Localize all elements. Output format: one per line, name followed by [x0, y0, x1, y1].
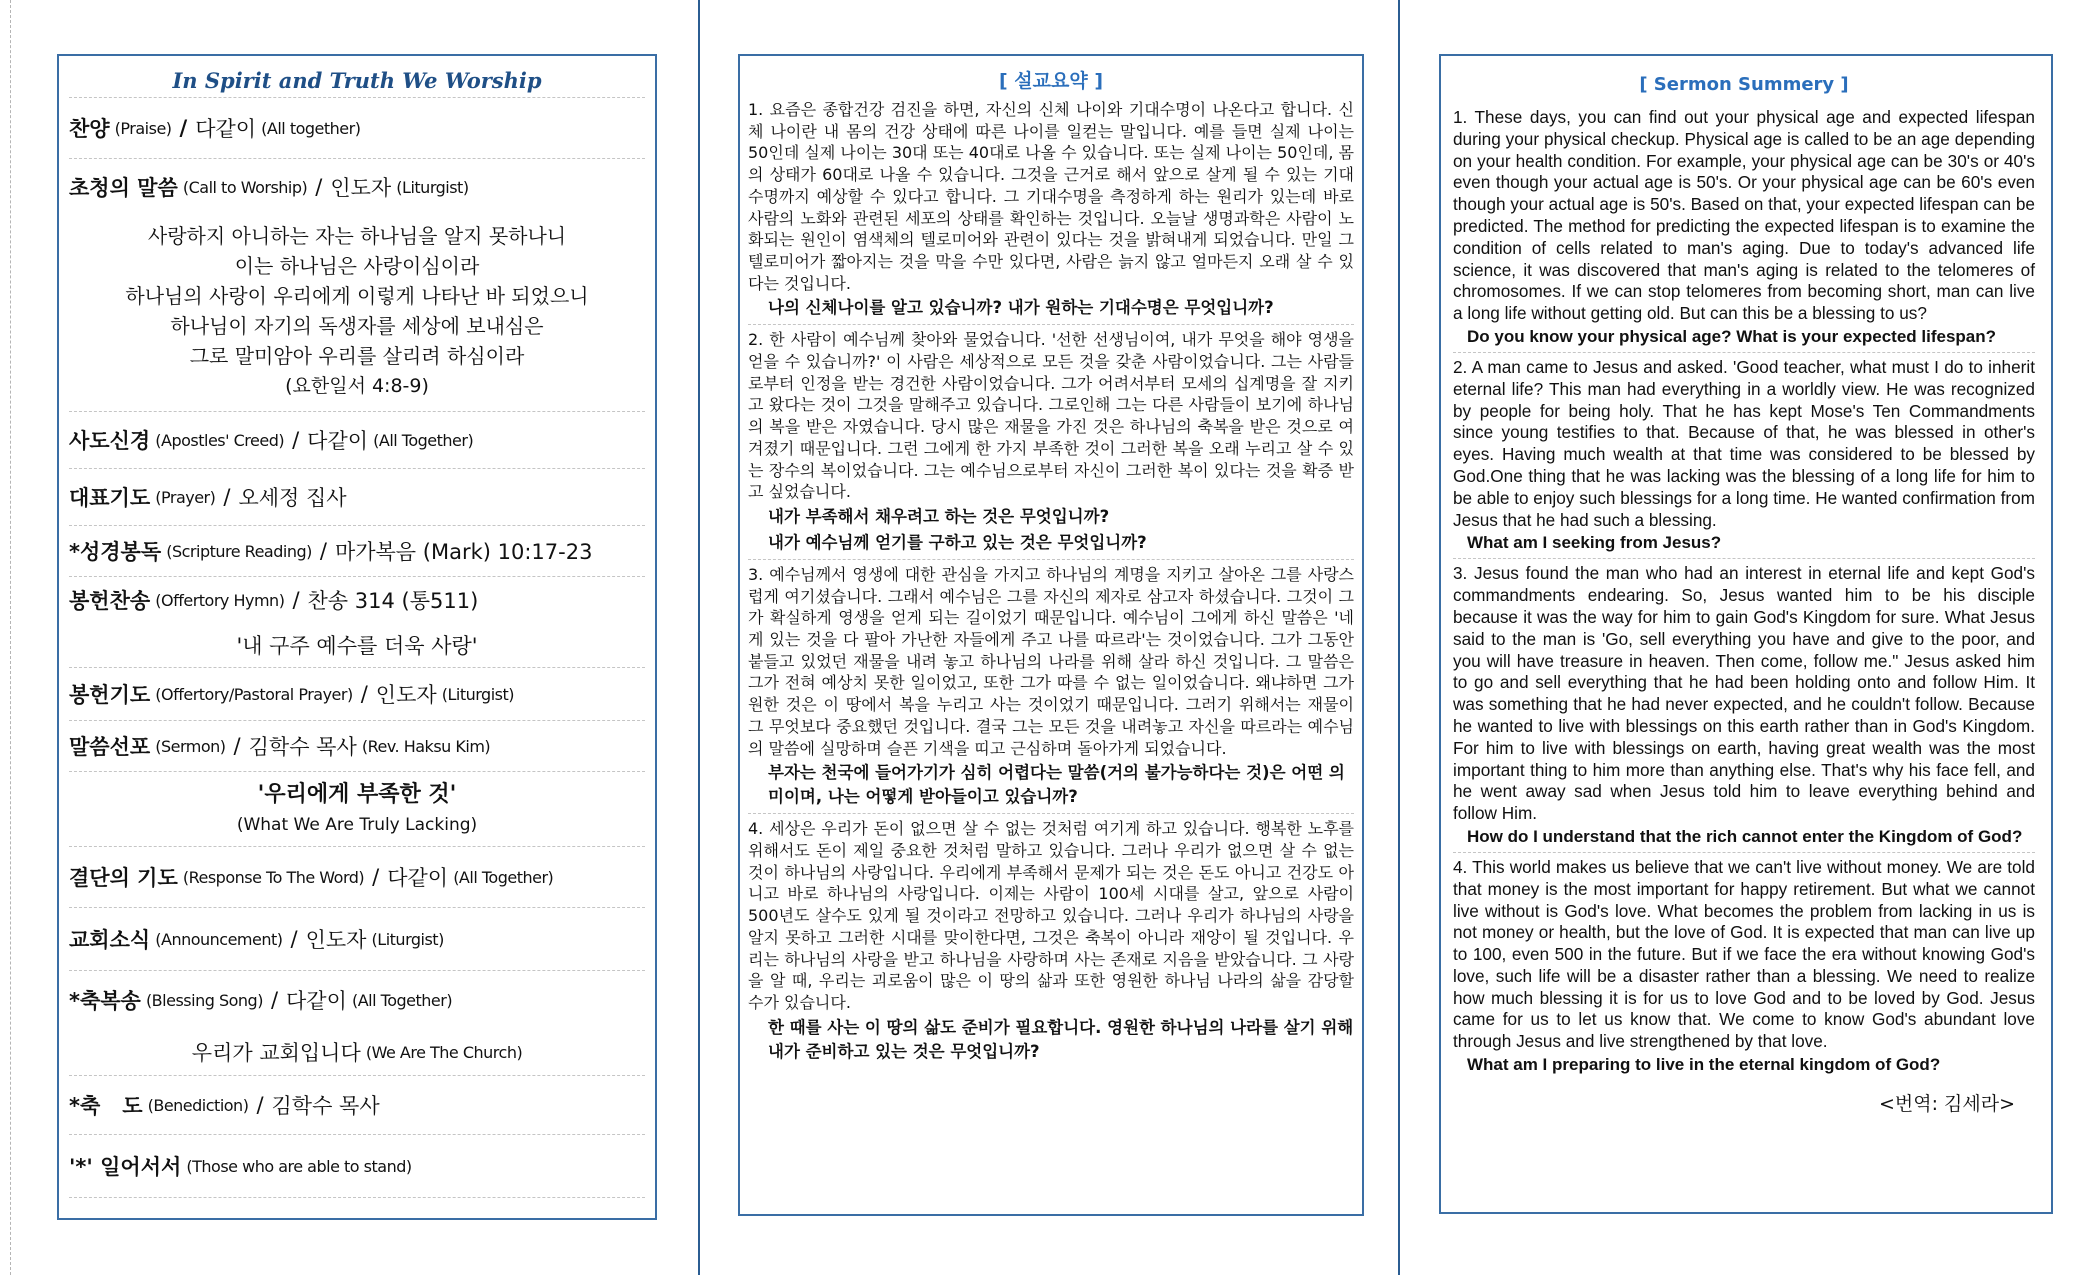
reflection-question: 내가 예수님께 얻기를 구하고 있는 것은 무엇입니까? — [768, 532, 1147, 552]
verse-line: 하나님의 사랑이 우리에게 이렇게 나타난 바 되었으니 — [125, 284, 589, 308]
order-item-offertory-hymn — [69, 577, 645, 623]
item-name: 봉헌찬송 — [69, 589, 151, 613]
item-name-en: (Apostles' Creed) — [155, 430, 285, 450]
item-leader: 마가복음 (Mark) 10:17-23 — [334, 540, 593, 564]
summary-paragraph-1: 1. These days, you can find out your physical age and expected lifespan during your physical checkup. Physical age is called to be an age depending on your health condition. For example, your physical age can be 30's or 40's even though your actual age is 50's. Or your physical age can be 60's even though your actual age is 50's. Based on that, your expected lifespan can be predicted. The method for predicting the expected lifespan is to examine the condition of cells related to man's aging. Due to today's advanced life science, it was discovered that man's aging is related to the telomeres of chromosomes. If we can stop telomeres from becoming short, man can live a long life without getting old. But can this be a blessing to us? — [1453, 107, 2035, 324]
order-item-benediction — [69, 1076, 645, 1135]
item-leader: 인도자 — [330, 176, 392, 200]
sermon-title-en: (What We Are Truly Lacking) — [236, 815, 478, 835]
stand-note — [69, 1135, 645, 1198]
item-name: *축 도 — [69, 1094, 143, 1118]
item-name-en: (Those who are able to stand) — [186, 1156, 412, 1176]
item-leader: 김학수 목사 — [248, 735, 357, 759]
item-leader-en: (All Together) — [351, 990, 453, 1010]
item-leader-en: (All Together) — [453, 867, 554, 887]
item-name-en: (Call to Worship) — [182, 177, 308, 197]
item-leader: 오세정 집사 — [238, 486, 347, 510]
sermon-title-block — [69, 772, 645, 847]
sermon-title: '우리에게 부족한 것' — [257, 782, 457, 807]
item-name: *축복송 — [69, 989, 141, 1013]
reflection-question: 나의 신체나이를 알고 있습니까? 내가 원하는 기대수명은 무엇입니까? — [768, 298, 1274, 318]
item-name-en: (Blessing Song) — [145, 990, 263, 1010]
reflection-question: What am I seeking from Jesus? — [1467, 533, 1722, 553]
verse-reference: (요한일서 4:8-9) — [285, 375, 429, 397]
item-leader: 인도자 — [375, 683, 437, 707]
item-separator: / — [360, 682, 368, 706]
item-separator: / — [256, 1093, 264, 1117]
item-name-en: (Offertory Hymn) — [155, 590, 285, 610]
reflection-question: How do I understand that the rich cannot enter the Kingdom of God? — [1467, 826, 2023, 846]
korean-summary-panel — [738, 54, 1364, 1216]
fold-line-1 — [698, 0, 700, 1275]
fold-line-2 — [1398, 0, 1400, 1275]
item-name: 찬양 — [69, 117, 110, 141]
korean-summary-title: [ 설교요약 ] — [998, 70, 1103, 92]
item-leader: 다같이 — [387, 866, 449, 890]
blessing-song-title: 우리가 교회입니다 — [191, 1041, 361, 1065]
item-name-en: (Benediction) — [147, 1095, 249, 1115]
order-item-offertory-prayer — [69, 668, 645, 721]
item-leader: 다같이 — [195, 117, 257, 141]
english-summary-title: [ Sermon Summery ] — [1639, 74, 1849, 95]
item-name-en: (Sermon) — [155, 736, 226, 756]
section-divider — [748, 813, 1354, 814]
order-item-announcement — [69, 908, 645, 971]
item-name: 봉헌기도 — [69, 683, 151, 707]
reflection-question: 내가 부족해서 채우려고 하는 것은 무엇입니까? — [768, 506, 1110, 526]
item-name-en: (Response To The Word) — [182, 867, 365, 887]
translator-credit: <번역: 김세라> — [1878, 1093, 2015, 1116]
verse-line: 이는 하나님은 사랑이심이라 — [234, 254, 480, 278]
blessing-song-title-en: (We Are The Church) — [365, 1042, 523, 1062]
item-name-en: (Scripture Reading) — [166, 541, 312, 561]
item-separator: / — [315, 175, 323, 199]
verse-line: 하나님이 자기의 독생자를 세상에 보내심은 — [170, 314, 544, 338]
item-separator: / — [292, 428, 300, 452]
order-of-worship-panel — [57, 54, 657, 1220]
item-separator: / — [319, 539, 327, 563]
reflection-question: Do you know your physical age? What is your expected lifespan? — [1467, 326, 1997, 346]
item-separator: / — [223, 485, 231, 509]
section-divider — [748, 559, 1354, 560]
item-separator: / — [292, 588, 300, 612]
item-name: 초청의 말씀 — [69, 176, 178, 200]
hymn-title-row — [69, 623, 645, 668]
item-name-en: (Praise) — [114, 118, 172, 138]
summary-paragraph-2: 2. 한 사람이 예수님께 찾아와 물었습니다. '선한 선생님이여, 내가 무엇을 해야 영생을 얻을 수 있습니까?' 이 사람은 세상적으로 모든 것을 갖춘 사람이었습니다. 그는 사람들로부터 인정을 받는 경건한 사람이었습니다. 그가 어려서부터 모세의 십계명을 잘 지키고 왔다는 것이 그것을 말해주고 있습니다. 그로인해 그는 다른 사람들이 보기에 하나님의 복을 받은 자였습니다. 당시 많은 재물을 가진 것은 하나님의 축복을 받은 것으로 여겨졌기 때문입니다. 그런 그에게 한 가지 부족한 것이 그러한 복을 오래 누리고 살 수 있는 장수의 복이었습니다. 그는 예수님으로부터 자신이 그러한 복이 있다는 것을 확증 받고 싶었습니다. — [748, 330, 1354, 502]
section-divider — [1453, 852, 2035, 853]
order-item-blessing-song — [69, 971, 645, 1029]
item-leader: 인도자 — [305, 928, 367, 952]
item-leader-en: (Liturgist) — [396, 177, 469, 197]
section-divider — [1453, 558, 2035, 559]
reflection-question: 부자는 천국에 들어가기가 심히 어렵다는 말씀(거의 불가능하다는 것)은 어떤 의미이며, 나는 어떻게 받아들이고 있습니까? — [768, 763, 1345, 807]
item-leader: 다같이 — [307, 429, 369, 453]
summary-paragraph-1: 1. 요즘은 종합건강 검진을 하면, 자신의 신체 나이와 기대수명이 나온다고 합니다. 신체 나이란 내 몸의 건강 상태에 따른 나이를 일컫는 말입니다. 예를 들면 실제 나이는 50인데 실제 나이는 30대 또는 40대로 나올 수 있습니다. 또는 실제 나이는 50인데, 몸의 상태가 60대로 나올 수 있습니다. 그것을 근거로 해서 앞으로 살게 될 수 있는 기대수명까지 예상할 수 있다고 합니다. 그 기대수명을 측정하게 하는 원리가 있는데 바로 사람의 노화와 관련된 세포의 상태를 확인하는 것입니다. 오늘날 생명과학은 사람이 노화되는 원인이 염색체의 텔로미어와 관련이 있다는 것을 밝혀내게 되었습니다. 만일 그 텔로미어가 짧아지는 것을 막을 수만 있다면, 사람은 늙지 않고 얼마든지 오래 살 수 있다는 것입니다. — [748, 100, 1354, 293]
item-leader-en: (Liturgist) — [441, 684, 514, 704]
item-separator: / — [270, 988, 279, 1012]
item-separator: / — [179, 116, 188, 140]
order-item-prayer — [69, 469, 645, 526]
summary-paragraph-4: 4. 세상은 우리가 돈이 없으면 살 수 없는 것처럼 여기게 하고 있습니다. 행복한 노후를 위해서도 돈이 제일 중요한 것처럼 말하고 있습니다. 그러나 우리가 없으면 살 수 없는 것이 하나님의 사랑입니다. 우리에게 부족해서 문제가 되는 것은 돈도 아니고 건강도 아니고 바로 하나님의 사랑입니다. 이제는 사람이 100세 시대를 살고, 앞으로 사람이 500년도 살수도 있게 될 것이라고 전망하고 있습니다. 그러나 우리가 하나님의 사랑을 알지 못하고 그러한 시대를 맞이한다면, 그것은 축복이 아니라 재앙이 될 것입니다. 우리는 하나님의 사랑을 받고 하나님을 사랑하며 사는 존재로 지음을 받았습니다. 그 사랑을 알 때, 우리는 괴로움이 많은 이 땅의 삶과 또한 영원한 하나님 나라의 삶을 감당할 수가 있습니다. — [748, 819, 1354, 1012]
section-divider — [1453, 352, 2035, 353]
summary-paragraph-3: 3. 예수님께서 영생에 대한 관심을 가지고 하나님의 계명을 지키고 살아온 그를 사랑스럽게 여기셨습니다. 그래서 예수님은 그를 자신의 제자로 삼고자 하셨습니다. 그것이 그가 확실하게 영생을 얻게 되는 길이었기 때문입니다. 예수님이 그에게 하신 말씀은 '네게 있는 것을 다 팔아 가난한 자들에게 주고 나를 따르라'는 것이었습니다. 그가 그동안 붙들고 있었던 재물을 내려 놓고 하나님의 나라를 위해 살라 하신 것입니다. 그 말씀은 그가 전혀 예상치 못한 일이었고, 또한 그가 따를 수 없는 일이었습니다. 왜냐하면 그가 원한 것은 이 땅에서 복을 누리고 사는 것이었기 때문입니다. 그러기 위해서는 재물이 그 무엇보다 중요했던 것입니다. 결국 그는 모든 것을 내려놓고 자신을 따르라는 예수님의 말씀에 실망하며 슬픈 기색을 띠고 근심하며 돌아가게 되었습니다. — [748, 564, 1354, 758]
item-leader: 찬송 314 (통511) — [307, 589, 479, 613]
summary-paragraph-2: 2. A man came to Jesus and asked. 'Good teacher, what must I do to inherit eternal life? This man had everything in a worldly view. He was recognized by people for being holy. That he has kept Mose's Ten Commandments since young testifies to that. Because of that, he was blessed in other's eyes. Having much wealth at that time was considered to be blessed by God.One thing that he was lacking was the blessing of a long life for him to be able to enjoy such blessings for a long time. He wanted confirmation from Jesus that he had such a blessing. — [1453, 356, 2035, 530]
order-item-response — [69, 847, 645, 908]
item-leader-en: (All together) — [261, 118, 361, 138]
order-item-call-to-worship — [69, 159, 645, 215]
item-name: *성경봉독 — [69, 540, 162, 564]
section-divider — [748, 324, 1354, 325]
item-name-en: (Prayer) — [155, 487, 216, 507]
item-name: 사도신경 — [69, 429, 151, 453]
call-to-worship-verse — [69, 215, 645, 412]
worship-heading: In Spirit and Truth We Worship — [69, 62, 645, 98]
item-separator: / — [290, 927, 298, 951]
order-item-sermon — [69, 721, 645, 772]
verse-line: 그로 말미암아 우리를 살리려 하심이라 — [189, 344, 525, 368]
reflection-question: What am I preparing to live in the eternal kingdom of God? — [1467, 1055, 1941, 1075]
verse-line: 사랑하지 아니하는 자는 하나님을 알지 못하나니 — [147, 224, 567, 248]
item-name: 결단의 기도 — [69, 866, 178, 890]
english-summary-panel — [1439, 54, 2053, 1214]
summary-paragraph-3: 3. Jesus found the man who had an interest in eternal life and kept God's commandments endearing. So, Jesus wanted him to be his disciple because it was the way for him to gain God's Kingdom for sure. What Jesus said to the man is 'Go, sell everything you have and give to the poor, and you will have treasure in heaven. Then come, follow me." Jesus asked him to go and sell everything that he had been holding onto and follow Him. It was something that he had never expected, and he couldn't follow. Because he wanted to live with blessings on this earth rather than in God's Kingdom. For him to live with blessings on earth, having great wealth was the most important thing to him more than anything else. That's why his face fell, and he went away sad when Jesus told him to leave everything behind and follow Him. — [1453, 563, 2035, 824]
item-leader-en: (Liturgist) — [371, 929, 444, 949]
item-name: '*' 일어서서 — [69, 1155, 182, 1179]
order-item-praise — [69, 98, 645, 159]
item-leader-en: (All Together) — [373, 430, 474, 450]
fold-line-left — [10, 0, 11, 1275]
reflection-question: 한 때를 사는 이 땅의 삶도 준비가 필요합니다. 영원한 하나님의 나라를 살기 위해 내가 준비하고 있는 것은 무엇입니까? — [768, 1017, 1354, 1061]
item-leader: 김학수 목사 — [271, 1094, 380, 1118]
blessing-song-title-row — [69, 1029, 645, 1076]
item-name: 대표기도 — [69, 486, 151, 510]
item-leader: 다같이 — [286, 989, 347, 1013]
item-name-en: (Offertory/Pastoral Prayer) — [155, 684, 353, 704]
order-item-scripture-reading — [69, 526, 645, 577]
item-leader-en: (Rev. Haksu Kim) — [361, 736, 491, 756]
item-separator: / — [233, 734, 241, 758]
hymn-title: '내 구주 예수를 더욱 사랑' — [236, 634, 478, 658]
item-separator: / — [372, 865, 380, 889]
summary-paragraph-4: 4. This world makes us believe that we can't live without money. We are told that money is the most important for happy retirement. But what we cannot live without is God's love. What becomes the problem from lacking in us is not money or health, but the love of God. It is expected that man can live up to 100, even 500 in the future. But if we face the era without knowing God's love, such life will be a disaster rather than a blessing. We need to realize how much blessing it is for us to love God and to be loved by God. Jesus came for us to let us know that. We come to know God's abundant love through Jesus and live strengthened by that love. — [1453, 856, 2035, 1052]
order-item-apostles-creed — [69, 412, 645, 469]
item-name: 말씀선포 — [69, 735, 151, 759]
item-name-en: (Announcement) — [155, 929, 283, 949]
item-name: 교회소식 — [69, 928, 151, 952]
